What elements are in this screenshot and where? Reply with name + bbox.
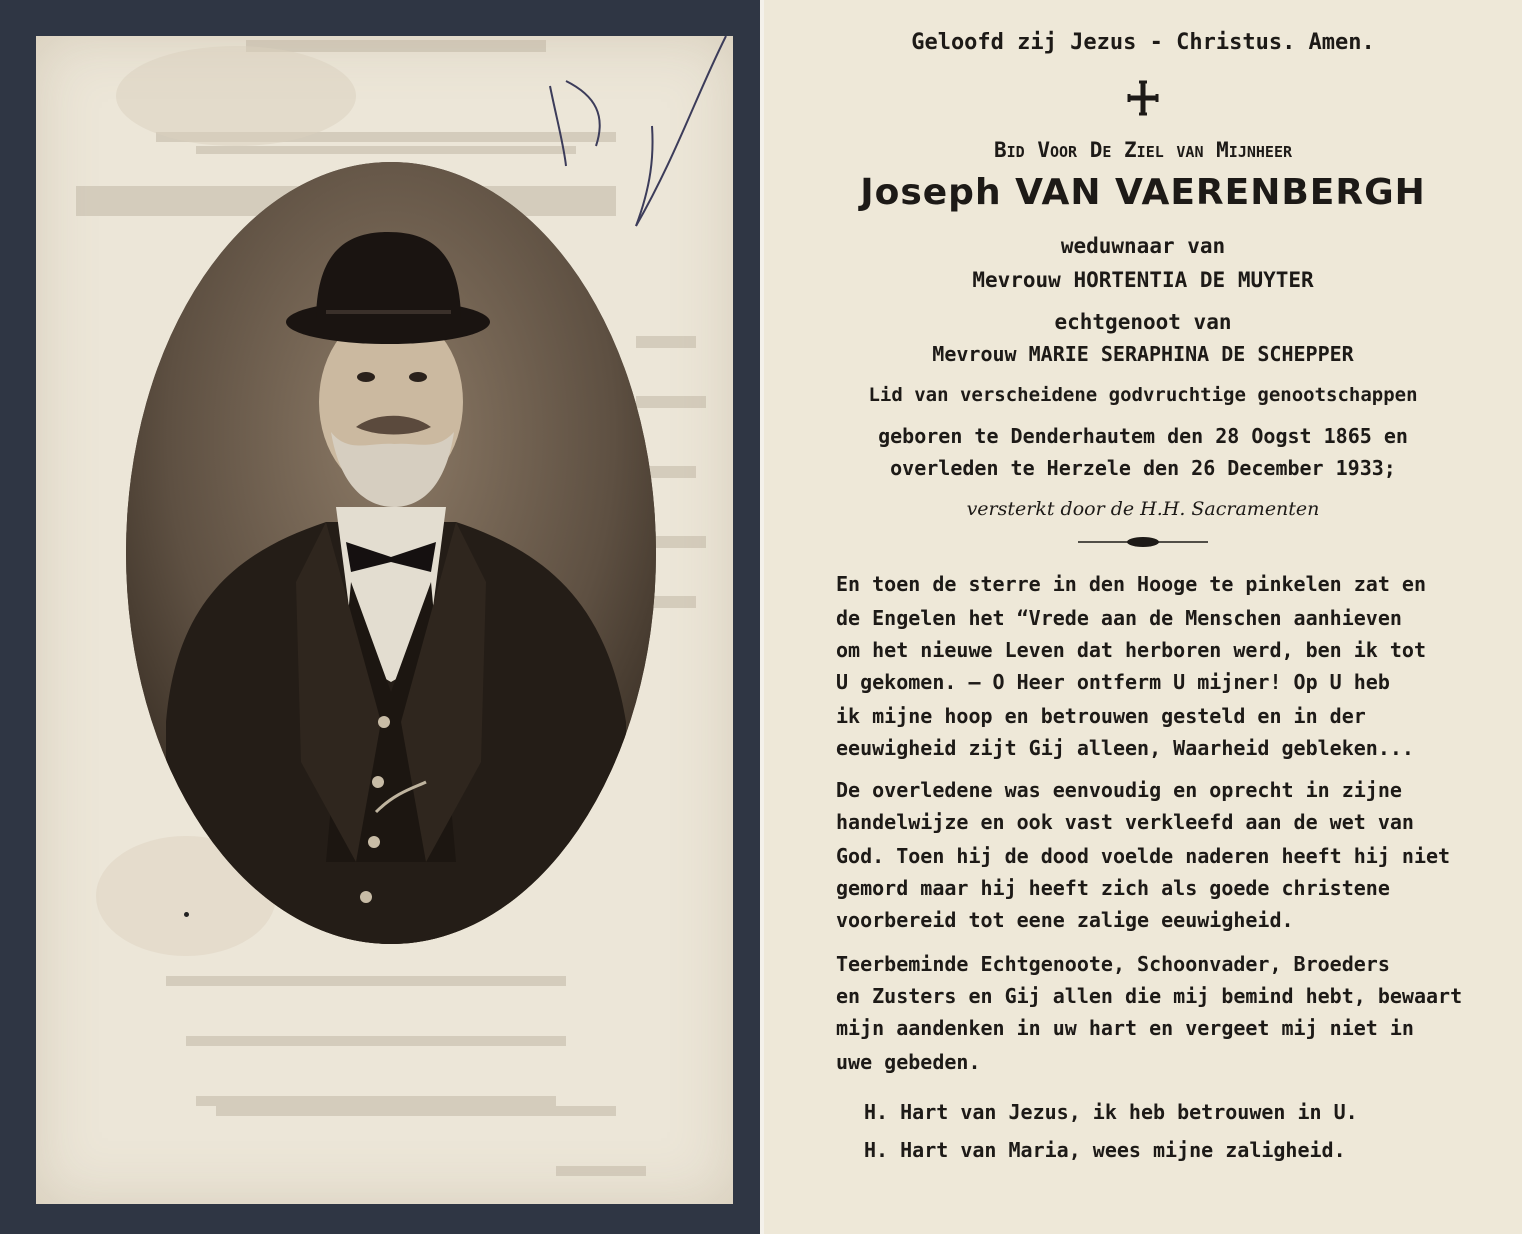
paragraph2-line: voorbereid tot eene zalige eeuwigheid. (836, 908, 1294, 932)
paragraph3-line: mijn aandenken in uw hart en vergeet mij niet in (836, 1016, 1414, 1040)
paragraph1-line: U gekomen. — O Heer ontferm U mijner! Op U heb (836, 670, 1390, 694)
paragraph1-line: eeuwigheid zijt Gij alleen, Waarheid gebleken... (836, 736, 1414, 760)
second-wife-line: Mevrouw MARIE SERAPHINA DE SCHEPPER (932, 342, 1354, 366)
widower-of-line: weduwnaar van (1060, 234, 1226, 258)
first-wife-line: Mevrouw HORTENTIA DE MUYTER (972, 268, 1314, 292)
paragraph2-line: God. Toen hij de dood voelde naderen heeft hij niet (836, 844, 1451, 868)
paragraph2-line: gemord maar hij heeft zich als goede christene (836, 876, 1390, 900)
sacraments-line: versterkt door de H.H. Sacramenten (966, 498, 1320, 520)
paper-speck (184, 912, 189, 917)
portrait-photo (126, 162, 656, 944)
cross-icon (764, 78, 1522, 122)
pray-line: Bid Voor De Ziel van Mijnheer (993, 138, 1292, 162)
paragraph3-line: uwe gebeden. (836, 1050, 981, 1074)
paragraph3-line: en Zusters en Gij allen die mij bemind hebt, bewaart (836, 984, 1463, 1008)
paragraph1-line: om het nieuwe Leven dat herboren werd, ben ik tot (836, 638, 1427, 662)
birth-line: geboren te Denderhautem den 28 Oogst 1865 en (878, 424, 1408, 448)
paragraph1-line: En toen de sterre in den Hooge te pinkelen zat en (836, 572, 1427, 596)
paragraph1-line: ik mijne hoop en betrouwen gesteld en in der (836, 704, 1366, 728)
memorial-card-text-side (764, 0, 1522, 1234)
paragraph2-line: handelwijze en ook vast verkleefd aan de wet van (836, 810, 1414, 834)
death-line: overleden te Herzele den 26 December 1933; (890, 456, 1396, 480)
paragraph1-line: de Engelen het “Vrede aan de Menschen aanhieven (836, 606, 1402, 630)
spouse-of-line: echtgenoot van (1054, 310, 1232, 334)
memorial-card-photo-side (0, 0, 760, 1234)
paragraph3-line: Teerbeminde Echtgenoote, Schoonvader, Broeders (836, 952, 1390, 976)
prayer-line-jesus: H. Hart van Jezus, ik heb betrouwen in U. (864, 1100, 1358, 1124)
deceased-name: Joseph VAN VAERENBERGH (860, 172, 1426, 213)
handwritten-mark (536, 36, 733, 266)
photo-card-paper (36, 36, 733, 1204)
paragraph2-line: De overledene was eenvoudig en oprecht in zijne (836, 778, 1402, 802)
prayer-line-maria: H. Hart van Maria, wees mijne zaligheid. (864, 1138, 1346, 1162)
ornament-divider (764, 534, 1522, 554)
header-line: Geloofd zij Jezus - Christus. Amen. (911, 30, 1375, 55)
membership-line: Lid van verscheidene godvruchtige genootschappen (868, 384, 1418, 406)
